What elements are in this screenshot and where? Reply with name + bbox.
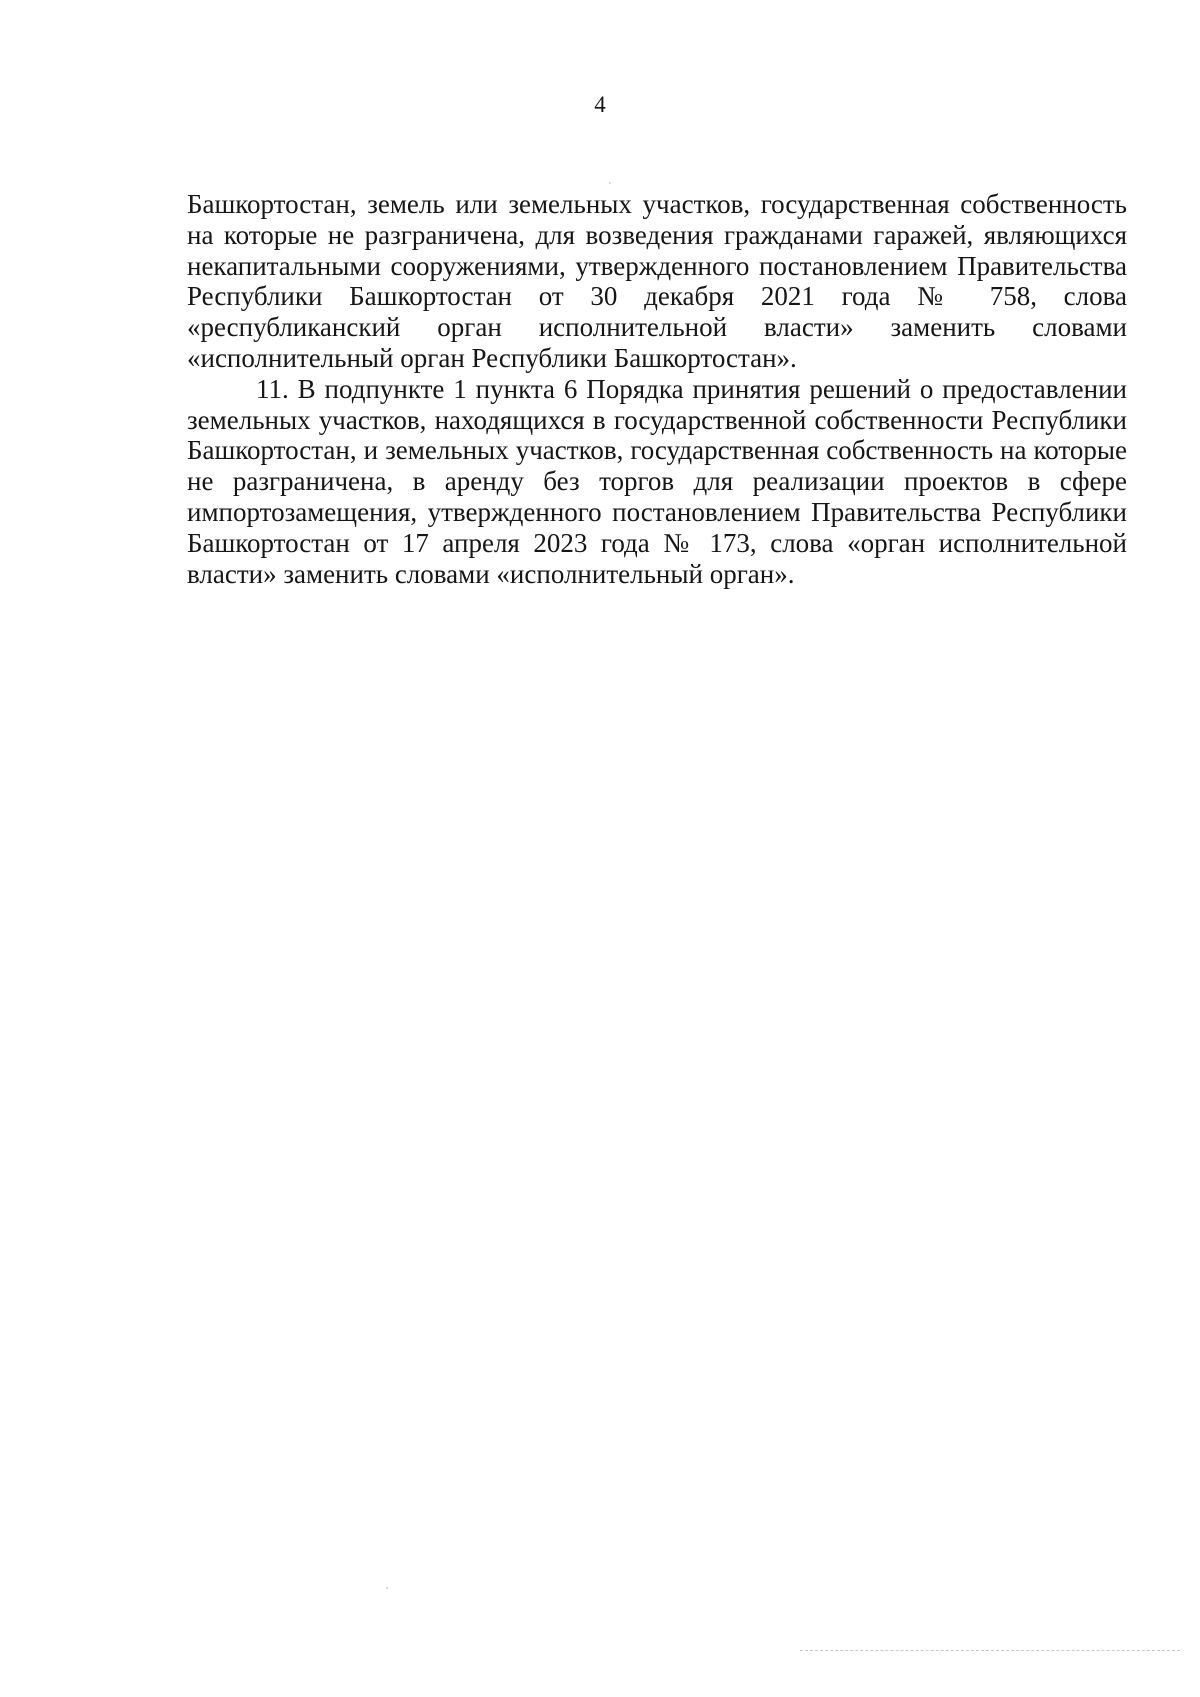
paragraph-continuation: Башкортостан, земель или земельных участков, государственная собственность на которые не разграничена, для возведения гражданами гаражей, являющихся некапитальными сооружениями, утвержденного постановлением Правительства Республики Башкортостан от 30 декабря 2021 года № 758, слова «республиканский орган исполнительной власти» заменить словами «исполнительный орган Республики Башкортостан». [187,189,1127,373]
scan-speck [609,182,611,184]
scan-edge-line [800,1650,1180,1651]
page-number: 4 [594,92,606,117]
document-body [187,189,1127,589]
paragraph-item-11: 11. В подпункте 1 пункта 6 Порядка принятия решений о предоставлении земельных участков, находящихся в государственной собственности Республики Башкортостан, и земельных участков, государственная собственность на которые не разграничена, в аренду без торгов для реализации проектов в сфере импортозамещения, утвержденного постановлением Правительства Республики Башкортостан от 17 апреля 2023 года № 173, слова «орган исполнительной власти» заменить словами «исполнительный орган». [187,373,1127,589]
scan-speck [386,1587,388,1589]
